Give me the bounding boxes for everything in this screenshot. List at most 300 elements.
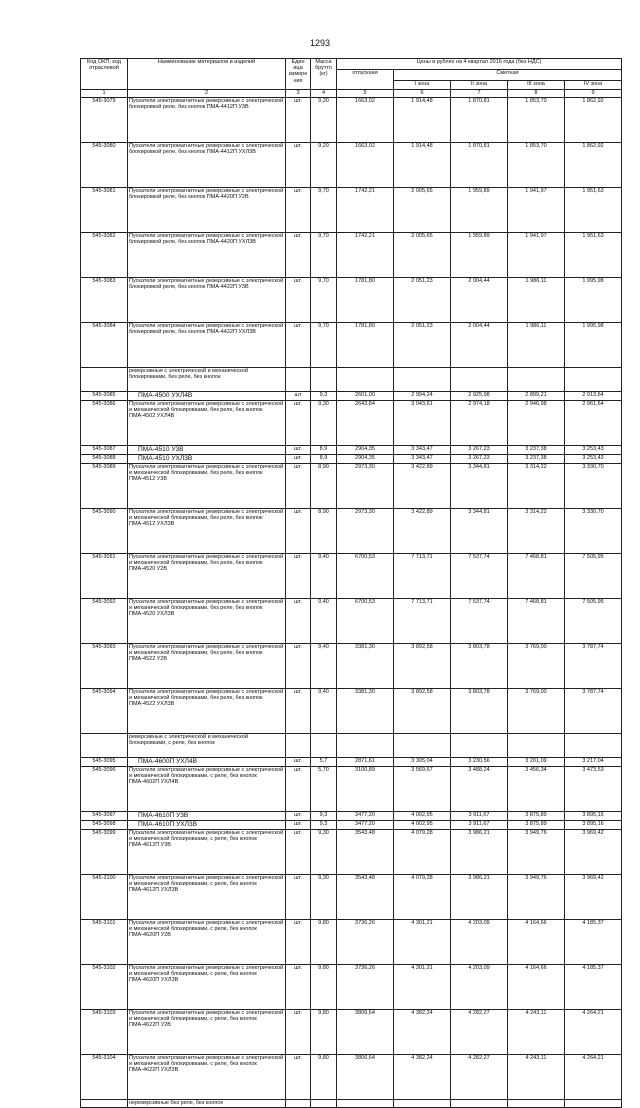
cell-release: 3381,30 (337, 644, 394, 689)
cell-release: 1663,02 (337, 98, 394, 143)
cell-z4: 1 862,92 (565, 98, 622, 143)
cell-z2: 3 986,21 (451, 875, 508, 920)
cell-z1: 3 569,67 (394, 767, 451, 812)
cell-z4: 3 969,42 (565, 830, 622, 875)
table-row (81, 965, 622, 1010)
cell-z1: 3 892,58 (394, 644, 451, 689)
cell-mass: 9,70 (311, 323, 337, 368)
col-number: 3 (286, 90, 311, 98)
cell-mass: 9,70 (311, 188, 337, 233)
cell-z3: 3 456,34 (508, 767, 565, 812)
cell-release: 2904,35 (337, 446, 394, 455)
cell-z3: 7 468,81 (508, 554, 565, 599)
table-row (81, 446, 622, 455)
cell-z1: 2 005,65 (394, 233, 451, 278)
col-number: 9 (565, 90, 622, 98)
table-row (81, 644, 622, 689)
table-row (81, 599, 622, 644)
cell-name: ПМА-4610П У3В (128, 812, 286, 821)
header-zone1: I зона (394, 81, 451, 90)
cell-unit: шт (286, 392, 311, 401)
empty-cell (451, 734, 508, 758)
cell-z3: 4 164,66 (508, 920, 565, 965)
cell-z4: 1 951,63 (565, 233, 622, 278)
empty-cell (508, 1100, 565, 1108)
cell-unit: шт. (286, 875, 311, 920)
cell-z1: 2 051,23 (394, 323, 451, 368)
cell-code: 545-3088 (81, 455, 128, 464)
cell-unit: шт. (286, 455, 311, 464)
group-code-cell (81, 368, 128, 392)
cell-name: Пускатели электромагнитные реверсивные с электрической и механической блокировками, с реле, без кнопок ПМА-4612П У3В (128, 830, 286, 875)
cell-code: 545-3096 (81, 767, 128, 812)
cell-unit: шт. (286, 644, 311, 689)
cell-name: Пускатели электромагнитные реверсивные с электрической и механической блокировками, без реле, без кнопок ПМА-4520 У2В (128, 554, 286, 599)
cell-unit: шт. (286, 143, 311, 188)
cell-z3: 4 243,11 (508, 1010, 565, 1055)
cell-z4: 1 862,92 (565, 143, 622, 188)
col-number: 6 (394, 90, 451, 98)
cell-name: ПМА-4600П УХЛ4В (128, 758, 286, 767)
empty-cell (337, 368, 394, 392)
empty-cell (451, 1100, 508, 1108)
table-row (81, 464, 622, 509)
col-number: 1 (81, 90, 128, 98)
cell-z4: 3 787,74 (565, 689, 622, 734)
cell-name: Пускатели электромагнитные реверсивные с электрической и механической блокировками, с реле, без кнопок ПМА-4612П УХЛ3В (128, 875, 286, 920)
col-number: 2 (128, 90, 286, 98)
cell-code: 545-3085 (81, 392, 128, 401)
cell-name: Пускатели электромагнитные реверсивные с электрической блокировкой реле, без кнопок ПМА-4422П У3В (128, 278, 286, 323)
cell-release: 3477,20 (337, 812, 394, 821)
cell-release: 3806,64 (337, 1055, 394, 1100)
cell-mass: 8,90 (311, 509, 337, 554)
cell-mass: 9,80 (311, 1055, 337, 1100)
cell-name: Пускатели электромагнитные реверсивные с электрической и механической блокировками, без реле, без кнопок ПМА-4522 УХЛ3В (128, 689, 286, 734)
empty-cell (565, 1100, 622, 1108)
cell-z1: 4 382,24 (394, 1010, 451, 1055)
empty-cell (565, 368, 622, 392)
group-heading: реверсивные с электрической и механической блокировками, с реле, без кнопок (128, 734, 286, 758)
price-table (80, 58, 622, 1108)
cell-z2: 2 004,44 (451, 278, 508, 323)
header-estimate: Сметная (394, 70, 622, 81)
cell-name: ПМА-4510 У3В (128, 446, 286, 455)
table-row (81, 143, 622, 188)
cell-mass: 9,30 (311, 401, 337, 446)
cell-z4: 3 787,74 (565, 644, 622, 689)
cell-z3: 1 941,97 (508, 188, 565, 233)
cell-name: Пускатели электромагнитные реверсивные с электрической блокировкой реле, без кнопок ПМА-4412П УХЛ3В (128, 143, 286, 188)
cell-name: Пускатели электромагнитные реверсивные с электрической и механической блокировками, с реле, без кнопок ПМА-4622П У2В (128, 1010, 286, 1055)
cell-code: 545-3089 (81, 464, 128, 509)
cell-z2: 3 803,78 (451, 689, 508, 734)
cell-z4: 3 895,16 (565, 812, 622, 821)
cell-release: 2904,35 (337, 455, 394, 464)
cell-code: 545-3100 (81, 875, 128, 920)
cell-release: 3543,48 (337, 875, 394, 920)
cell-release: 3381,30 (337, 689, 394, 734)
cell-unit: шт. (286, 509, 311, 554)
cell-mass: 9,80 (311, 1010, 337, 1055)
cell-unit: шт. (286, 323, 311, 368)
cell-z2: 3 911,67 (451, 821, 508, 830)
table-row (81, 401, 622, 446)
table-row (81, 812, 622, 821)
cell-z3: 3 949,76 (508, 875, 565, 920)
empty-cell (337, 734, 394, 758)
cell-z2: 1 959,89 (451, 233, 508, 278)
cell-z3: 3 875,89 (508, 821, 565, 830)
table-row (81, 830, 622, 875)
col-number: 7 (451, 90, 508, 98)
cell-release: 2601,00 (337, 392, 394, 401)
empty-cell (286, 1100, 311, 1108)
empty-cell (565, 734, 622, 758)
table-row (81, 758, 622, 767)
cell-z1: 7 713,71 (394, 599, 451, 644)
table-row (81, 689, 622, 734)
cell-name: ПМА-4510 УХЛ3В (128, 455, 286, 464)
cell-mass: 9,3 (311, 812, 337, 821)
table-row (81, 1010, 622, 1055)
header-code: Код ОКП, код отраслевой (81, 59, 128, 90)
cell-release: 3736,26 (337, 920, 394, 965)
col-number: 5 (337, 90, 394, 98)
cell-z3: 3 769,00 (508, 644, 565, 689)
cell-unit: шт. (286, 98, 311, 143)
col-number: 4 (311, 90, 337, 98)
cell-z2: 3 911,67 (451, 812, 508, 821)
cell-z1: 3 043,61 (394, 401, 451, 446)
cell-code: 545-3081 (81, 188, 128, 233)
empty-cell (508, 368, 565, 392)
cell-z1: 3 305,04 (394, 758, 451, 767)
cell-release: 2643,84 (337, 401, 394, 446)
cell-mass: 9,40 (311, 554, 337, 599)
empty-cell (508, 734, 565, 758)
cell-unit: шт. (286, 920, 311, 965)
cell-name: Пускатели электромагнитные реверсивные с электрической и механической блокировками, без реле, без кнопок ПМА-4512 УХЛ3В (128, 509, 286, 554)
cell-name: Пускатели электромагнитные реверсивные с электрической и механической блокировками, с реле, без кнопок ПМА-4620П УХЛ3В (128, 965, 286, 1010)
cell-z2: 1 870,81 (451, 98, 508, 143)
cell-mass: 8,90 (311, 464, 337, 509)
cell-code: 545-3099 (81, 830, 128, 875)
cell-z2: 2 004,44 (451, 323, 508, 368)
header-unit: Един ица измере ния (286, 59, 311, 90)
cell-z4: 7 505,95 (565, 554, 622, 599)
cell-z2: 7 537,74 (451, 554, 508, 599)
cell-unit: шт. (286, 830, 311, 875)
cell-z4: 1 951,63 (565, 188, 622, 233)
cell-z3: 7 468,81 (508, 599, 565, 644)
cell-z1: 4 301,21 (394, 965, 451, 1010)
cell-release: 6700,53 (337, 599, 394, 644)
cell-z2: 3 803,78 (451, 644, 508, 689)
cell-mass: 8,9 (311, 455, 337, 464)
cell-code: 545-3098 (81, 821, 128, 830)
cell-release: 3736,26 (337, 965, 394, 1010)
cell-code: 545-3093 (81, 644, 128, 689)
cell-release: 2973,30 (337, 509, 394, 554)
cell-code: 545-3092 (81, 599, 128, 644)
column-numbers-row (81, 90, 622, 98)
cell-name: Пускатели электромагнитные реверсивные с электрической и механической блокировками, с реле, без кнопок ПМА-4602П УХЛ4В (128, 767, 286, 812)
cell-z4: 4 264,21 (565, 1010, 622, 1055)
footer-code-cell (81, 1100, 128, 1108)
cell-code: 545-3101 (81, 920, 128, 965)
cell-unit: шт. (286, 188, 311, 233)
cell-z2: 3 344,81 (451, 509, 508, 554)
empty-cell (451, 368, 508, 392)
cell-mass: 5,7 (311, 758, 337, 767)
cell-z1: 2 005,65 (394, 188, 451, 233)
footer-text: нереверсивные без реле, без кнопок (128, 1100, 286, 1108)
cell-z3: 1 986,11 (508, 323, 565, 368)
cell-mass: 9,70 (311, 278, 337, 323)
cell-z4: 3 969,42 (565, 875, 622, 920)
cell-code: 545-3094 (81, 689, 128, 734)
empty-cell (394, 734, 451, 758)
cell-unit: шт. (286, 1010, 311, 1055)
cell-unit: шт. (286, 233, 311, 278)
cell-z4: 4 264,21 (565, 1055, 622, 1100)
cell-unit: шт. (286, 812, 311, 821)
cell-unit: шт. (286, 965, 311, 1010)
cell-z3: 3 201,09 (508, 758, 565, 767)
cell-z4: 3 217,04 (565, 758, 622, 767)
cell-z3: 3 237,38 (508, 446, 565, 455)
cell-z1: 7 713,71 (394, 554, 451, 599)
cell-name: Пускатели электромагнитные реверсивные с электрической и механической блокировками, без реле, без кнопок ПМА-4512 У3В (128, 464, 286, 509)
cell-release: 3806,64 (337, 1010, 394, 1055)
cell-z3: 3 237,38 (508, 455, 565, 464)
cell-z3: 1 853,70 (508, 98, 565, 143)
cell-z1: 1 914,48 (394, 143, 451, 188)
cell-mass: 9,3 (311, 821, 337, 830)
table-row (81, 278, 622, 323)
empty-cell (286, 734, 311, 758)
cell-z2: 4 203,09 (451, 965, 508, 1010)
cell-z4: 3 253,43 (565, 446, 622, 455)
cell-name: ПМА-4610П УХЛ3В (128, 821, 286, 830)
page-number: 1293 (309, 38, 331, 48)
cell-mass: 9,40 (311, 599, 337, 644)
cell-code: 545-3080 (81, 143, 128, 188)
cell-name: Пускатели электромагнитные реверсивные с электрической и механической блокировками, без реле, без кнопок ПМА-4502 УХЛ4В (128, 401, 286, 446)
header-zone2: II зона (451, 81, 508, 90)
table-row (81, 920, 622, 965)
cell-release: 2973,30 (337, 464, 394, 509)
cell-code: 545-3104 (81, 1055, 128, 1100)
header-name: Наименование материалов и изделий (128, 59, 286, 90)
cell-z4: 2 913,64 (565, 392, 622, 401)
cell-code: 545-3102 (81, 965, 128, 1010)
cell-release: 3543,48 (337, 830, 394, 875)
cell-release: 1742,21 (337, 188, 394, 233)
cell-z3: 4 164,66 (508, 965, 565, 1010)
cell-release: 2871,61 (337, 758, 394, 767)
header-price-group: Цены в рублях на 4 квартал 2016 года (без НДС) (337, 59, 622, 70)
cell-z2: 3 267,23 (451, 446, 508, 455)
cell-z3: 1 986,11 (508, 278, 565, 323)
cell-z1: 3 422,89 (394, 509, 451, 554)
cell-name: Пускатели электромагнитные реверсивные с электрической блокировкой реле, без кнопок ПМА-4412П У3В (128, 98, 286, 143)
cell-z2: 1 870,81 (451, 143, 508, 188)
table-row (81, 98, 622, 143)
cell-mass: 9,80 (311, 920, 337, 965)
cell-z3: 3 949,76 (508, 830, 565, 875)
cell-z4: 2 961,64 (565, 401, 622, 446)
cell-mass: 9,20 (311, 143, 337, 188)
cell-code: 545-3103 (81, 1010, 128, 1055)
table-row (81, 767, 622, 812)
cell-z1: 4 301,21 (394, 920, 451, 965)
cell-z3: 3 314,22 (508, 464, 565, 509)
cell-z2: 3 986,21 (451, 830, 508, 875)
cell-z4: 3 330,70 (565, 464, 622, 509)
cell-mass: 9,40 (311, 644, 337, 689)
cell-z3: 2 899,21 (508, 392, 565, 401)
group-heading: реверсивные с электрической и механической блокировками, без реле, без кнопок (128, 368, 286, 392)
header-zone4: IV зона (565, 81, 622, 90)
cell-z3: 3 314,22 (508, 509, 565, 554)
header-zone3: III зона (508, 81, 565, 90)
cell-z4: 3 330,70 (565, 509, 622, 554)
cell-mass: 5,70 (311, 767, 337, 812)
cell-code: 545-3095 (81, 758, 128, 767)
cell-z4: 4 185,37 (565, 965, 622, 1010)
table-row (81, 821, 622, 830)
table-row (81, 554, 622, 599)
col-number: 8 (508, 90, 565, 98)
group-heading-row (81, 734, 622, 758)
empty-cell (311, 1100, 337, 1108)
empty-cell (286, 368, 311, 392)
cell-z1: 3 422,89 (394, 464, 451, 509)
cell-z2: 4 282,27 (451, 1010, 508, 1055)
cell-z1: 1 914,48 (394, 98, 451, 143)
cell-z2: 2 974,18 (451, 401, 508, 446)
cell-z2: 7 537,74 (451, 599, 508, 644)
cell-unit: шт. (286, 464, 311, 509)
cell-z1: 3 892,58 (394, 689, 451, 734)
cell-name: Пускатели электромагнитные реверсивные с электрической и механической блокировками, без реле, без кнопок ПМА-4520 УХЛ3В (128, 599, 286, 644)
cell-z1: 2 051,23 (394, 278, 451, 323)
cell-z1: 2 994,24 (394, 392, 451, 401)
cell-z1: 4 002,95 (394, 812, 451, 821)
cell-z4: 3 253,43 (565, 455, 622, 464)
cell-code: 545-3090 (81, 509, 128, 554)
cell-z4: 3 473,53 (565, 767, 622, 812)
cell-unit: шт. (286, 278, 311, 323)
cell-z1: 4 079,28 (394, 875, 451, 920)
empty-cell (311, 734, 337, 758)
header-release: отпускная (337, 70, 394, 90)
cell-z2: 4 203,09 (451, 920, 508, 965)
cell-z3: 3 875,89 (508, 812, 565, 821)
cell-code: 545-3083 (81, 278, 128, 323)
cell-name: Пускатели электромагнитные реверсивные с электрической и механической блокировками, с реле, без кнопок ПМА-4620П У2В (128, 920, 286, 965)
cell-unit: шт. (286, 401, 311, 446)
cell-unit: шт. (286, 554, 311, 599)
cell-z3: 1 853,70 (508, 143, 565, 188)
cell-mass: 8,9 (311, 446, 337, 455)
cell-z1: 4 002,95 (394, 821, 451, 830)
cell-code: 545-3079 (81, 98, 128, 143)
cell-z2: 1 959,89 (451, 188, 508, 233)
cell-z2: 4 282,27 (451, 1055, 508, 1100)
cell-release: 1781,80 (337, 278, 394, 323)
cell-z2: 3 488,24 (451, 767, 508, 812)
cell-z2: 3 230,56 (451, 758, 508, 767)
table-row (81, 455, 622, 464)
cell-mass: 9,30 (311, 875, 337, 920)
cell-release: 3477,20 (337, 821, 394, 830)
cell-name: Пускатели электромагнитные реверсивные с электрической блокировкой реле, без кнопок ПМА-4422П УХЛ3В (128, 323, 286, 368)
footer-row (81, 1100, 622, 1108)
cell-name: Пускатели электромагнитные реверсивные с электрической и механической блокировками, с реле, без кнопок ПМА-4622П УХЛ3В (128, 1055, 286, 1100)
empty-cell (394, 1100, 451, 1108)
table-row (81, 188, 622, 233)
cell-z3: 4 243,11 (508, 1055, 565, 1100)
cell-z2: 3 344,81 (451, 464, 508, 509)
cell-release: 1781,80 (337, 323, 394, 368)
cell-unit: шт. (286, 758, 311, 767)
cell-mass: 9,80 (311, 965, 337, 1010)
table-row (81, 392, 622, 401)
cell-name: ПМА-4500 УХЛ4В (128, 392, 286, 401)
cell-z4: 3 895,16 (565, 821, 622, 830)
cell-name: Пускатели электромагнитные реверсивные с электрической и механической блокировками, без реле, без кнопок ПМА-4522 У2В (128, 644, 286, 689)
group-code-cell (81, 734, 128, 758)
cell-code: 545-3091 (81, 554, 128, 599)
table-row (81, 509, 622, 554)
cell-name: Пускатели электромагнитные реверсивные с электрической блокировкой реле, без кнопок ПМА-4420П У2В (128, 188, 286, 233)
cell-mass: 9,40 (311, 689, 337, 734)
cell-release: 3100,89 (337, 767, 394, 812)
cell-code: 545-3097 (81, 812, 128, 821)
empty-cell (337, 1100, 394, 1108)
cell-code: 545-3084 (81, 323, 128, 368)
cell-release: 1663,02 (337, 143, 394, 188)
empty-cell (394, 368, 451, 392)
cell-unit: шт. (286, 689, 311, 734)
empty-cell (311, 368, 337, 392)
cell-z4: 4 185,37 (565, 920, 622, 965)
cell-z4: 1 995,98 (565, 278, 622, 323)
cell-z1: 4 079,28 (394, 830, 451, 875)
cell-mass: 9,20 (311, 98, 337, 143)
cell-unit: шт. (286, 821, 311, 830)
cell-mass: 9,70 (311, 233, 337, 278)
cell-unit: шт. (286, 1055, 311, 1100)
cell-z2: 2 925,98 (451, 392, 508, 401)
table-row (81, 323, 622, 368)
cell-z4: 7 505,95 (565, 599, 622, 644)
cell-z1: 3 343,47 (394, 455, 451, 464)
group-heading-row (81, 368, 622, 392)
cell-z1: 4 382,24 (394, 1055, 451, 1100)
header-mass: Масса брутто (кг) (311, 59, 337, 90)
cell-mass: 9,3 (311, 392, 337, 401)
cell-z3: 1 941,97 (508, 233, 565, 278)
cell-code: 545-3086 (81, 401, 128, 446)
cell-unit: шт. (286, 599, 311, 644)
cell-release: 1742,21 (337, 233, 394, 278)
cell-name: Пускатели электромагнитные реверсивные с электрической блокировкой реле, без кнопок ПМА-4420П УХЛ3В (128, 233, 286, 278)
table-row (81, 875, 622, 920)
